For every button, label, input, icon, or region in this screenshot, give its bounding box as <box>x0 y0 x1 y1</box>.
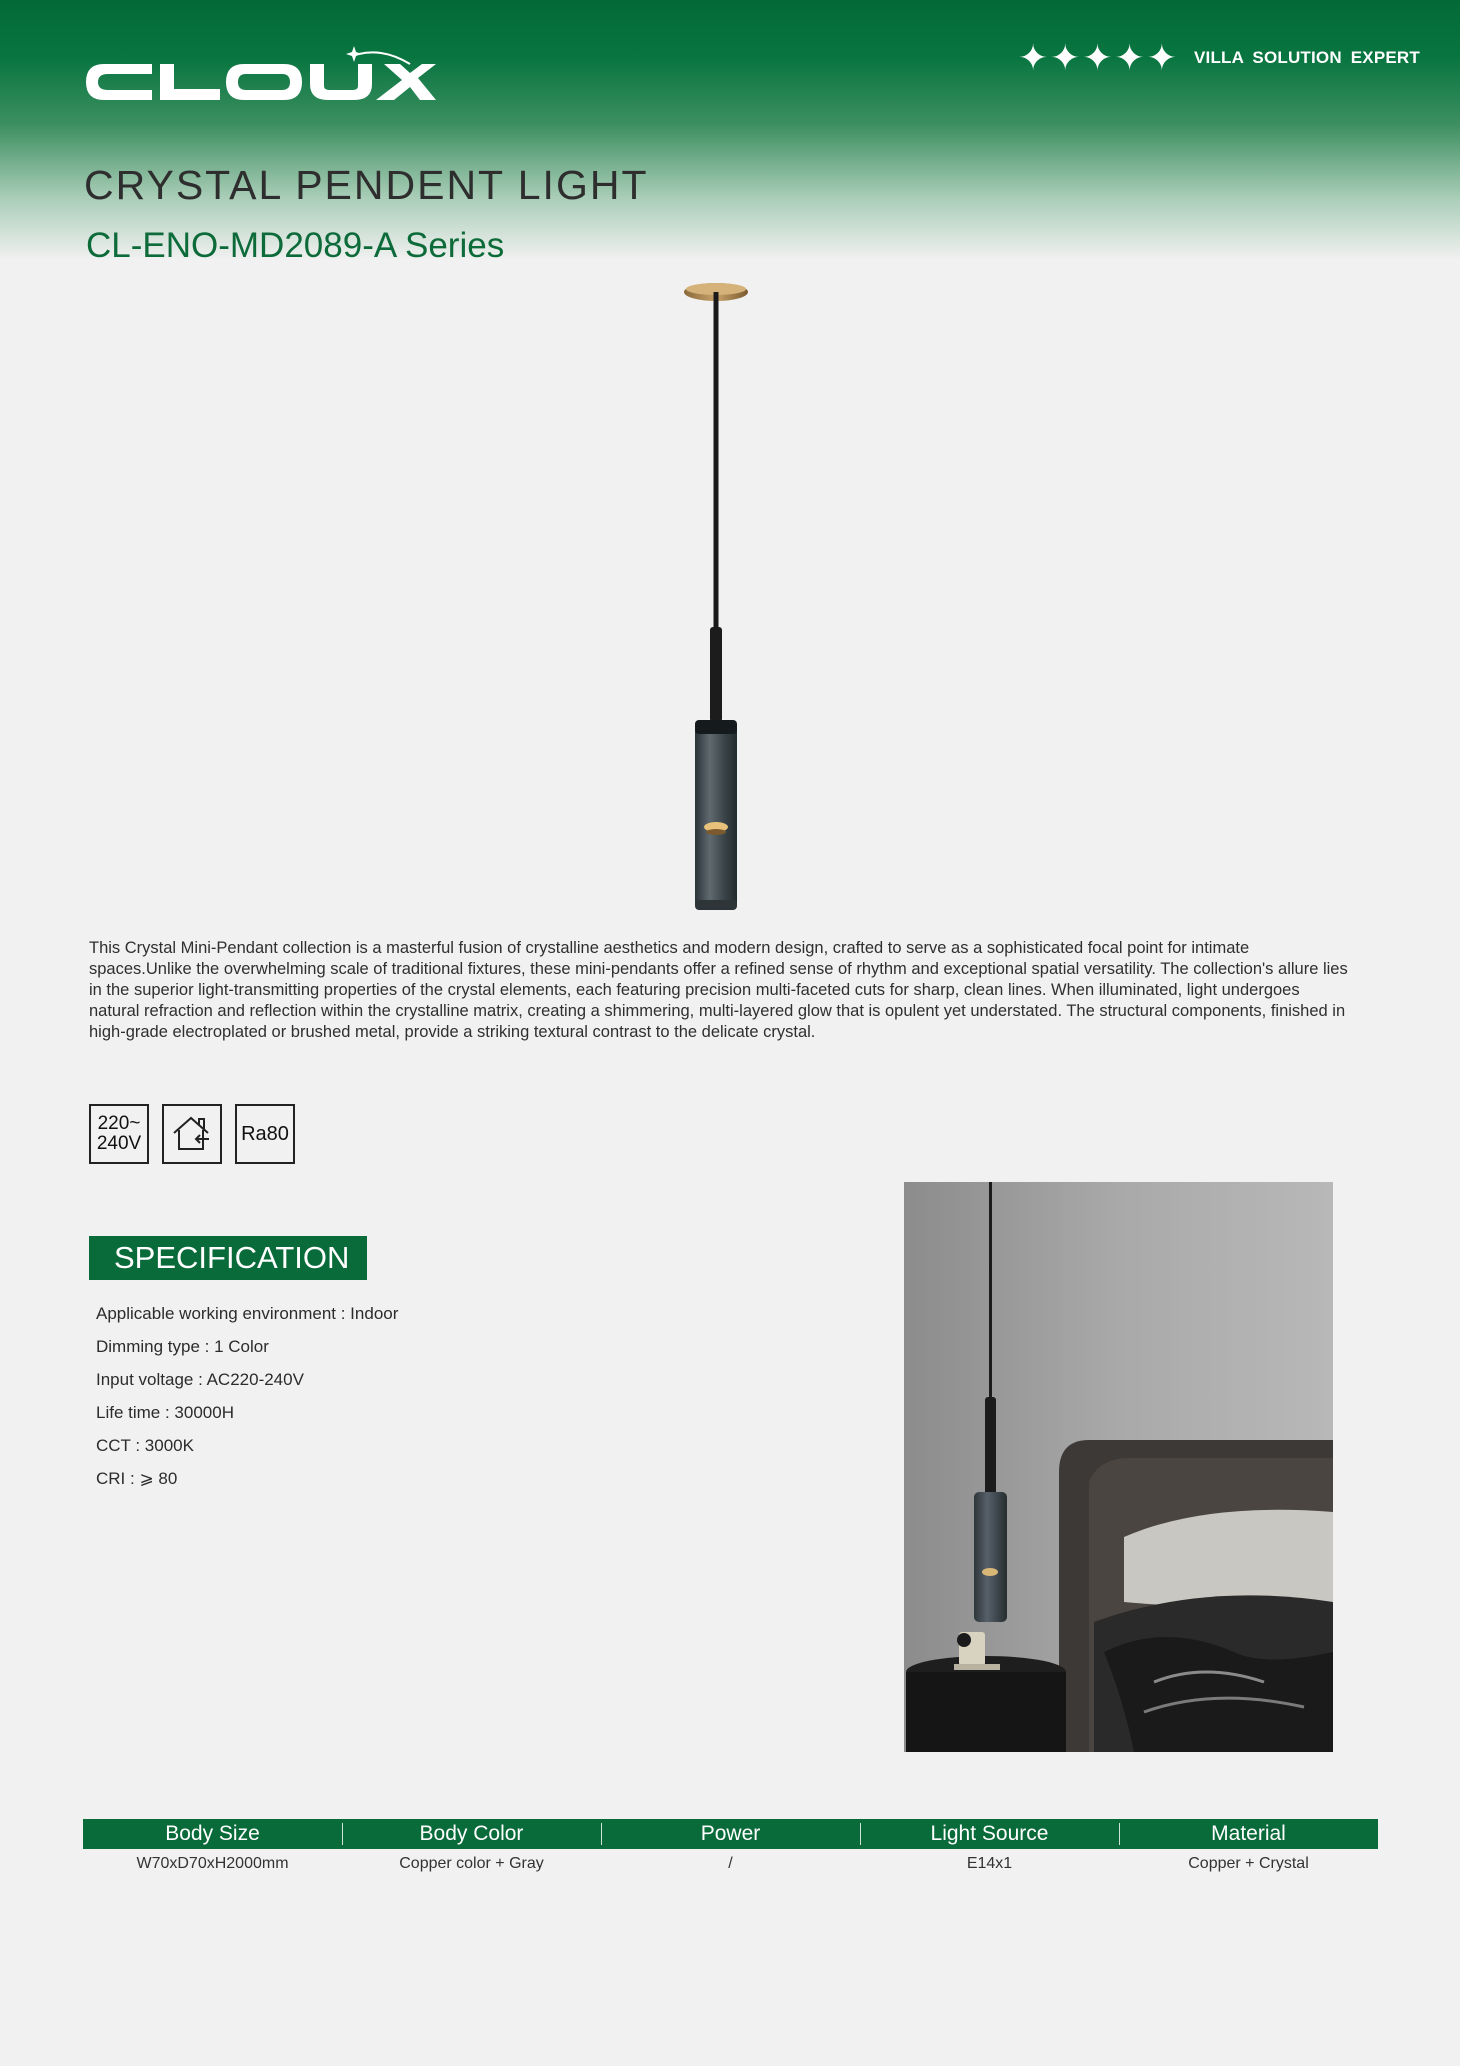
series-title: CL-ENO-MD2089-A Series <box>86 226 505 265</box>
rating-stars <box>1018 36 1177 80</box>
voltage-badge: 220~ 240V <box>89 1104 149 1164</box>
indoor-house-icon <box>162 1104 222 1164</box>
pendant-light-image <box>672 272 772 922</box>
col-body-size: Body Size <box>165 1822 260 1845</box>
spec-table-header <box>83 1819 1378 1849</box>
star-icon: ✦ <box>1082 37 1113 78</box>
col-power: Power <box>601 1819 860 1849</box>
product-description: This Crystal Mini-Pendant collection is a masterful fusion of crystalline aesthetics and modern design, crafted to serve as a sophisticated focal point for intimate spaces.Unlike the overwhelming scale of traditional fixtures, these mini-pendants offer a refined sense of rhythm and exceptional spatial versatility. The collection's allure lies in the superior light-transmitting properties of the crystal elements, each featuring precision multi-faceted cuts for sharp, clean lines. When illuminated, light undergoes natural refraction and reflection within the crystalline matrix, creating a shimmering, multi-layered glow that is opulent yet understated. The structural components, finished in high-grade electroplated or brushed metal, provide a striking textural contrast to the delicate crystal. <box>89 939 1348 1041</box>
spec-item: CRI : ⩾ 80 <box>96 1469 178 1488</box>
star-icon: ✦ <box>1050 37 1081 78</box>
cell-body-size: W70xD70xH2000mm <box>136 1855 289 1872</box>
header-banner <box>0 0 1460 260</box>
feature-badges <box>89 1104 295 1164</box>
cell-power: / <box>728 1855 733 1872</box>
cell-light-source: E14x1 <box>966 1855 1013 1872</box>
col-material: Material <box>1119 1819 1378 1849</box>
cri-badge: Ra80 <box>235 1104 295 1164</box>
cloux-logo <box>84 40 436 102</box>
col-body-color: Body Color <box>342 1819 601 1849</box>
page-title: CRYSTAL PENDENT LIGHT <box>84 162 649 208</box>
spec-item: Applicable working environment : Indoor <box>96 1304 399 1323</box>
col-light-source: Light Source <box>860 1819 1119 1849</box>
cell-material: Copper + Crystal <box>1188 1855 1309 1872</box>
specification-heading: SPECIFICATION <box>89 1236 367 1280</box>
specification-list <box>96 1302 398 1500</box>
cell-body-color: Copper color + Gray <box>399 1855 544 1872</box>
table-row <box>83 1855 1378 1873</box>
brand-tagline: VILLA SOLUTION EXPERT <box>1194 48 1420 67</box>
spec-item: CCT : 3000K <box>96 1436 194 1455</box>
star-icon: ✦ <box>1018 37 1049 78</box>
star-icon: ✦ <box>1146 37 1177 78</box>
spec-item: Life time : 30000H <box>96 1403 234 1422</box>
star-icon: ✦ <box>1114 37 1145 78</box>
bedroom-scene-image <box>904 1182 1333 1752</box>
spec-item: Dimming type : 1 Color <box>96 1337 269 1356</box>
spec-item: Input voltage : AC220-240V <box>96 1370 304 1389</box>
